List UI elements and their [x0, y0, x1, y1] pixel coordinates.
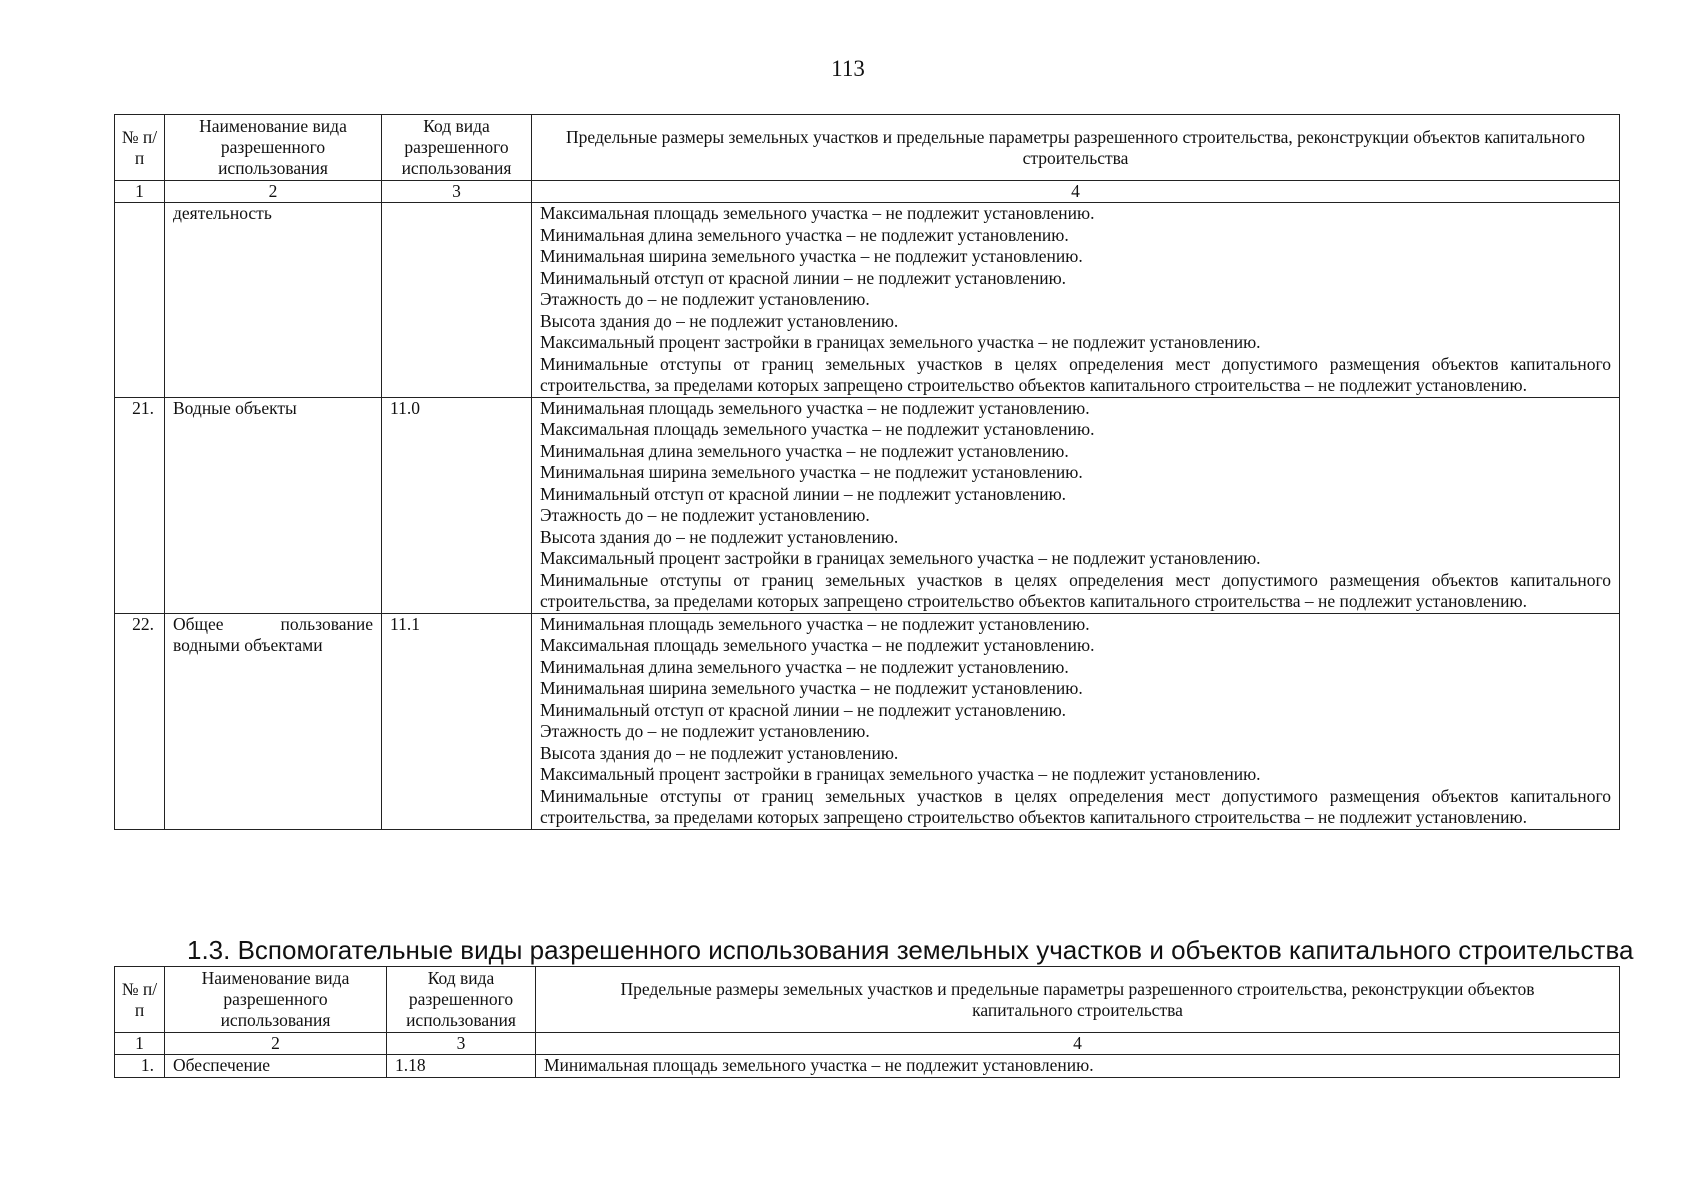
- column-number: 4: [536, 1033, 1620, 1055]
- parameter-line: Этажность до – не подлежит установлению.: [540, 721, 870, 741]
- parameter-line: Минимальная площадь земельного участка – не подлежит установлению.: [544, 1055, 1094, 1075]
- header-use-name: Наименование вида разрешенного использования: [165, 967, 387, 1033]
- parameter-line: Максимальная площадь земельного участка – не подлежит установлению.: [540, 635, 1095, 655]
- row-number: 22.: [115, 613, 165, 829]
- row-parameters: [536, 1055, 1620, 1078]
- parameter-line: Максимальный процент застройки в границах земельного участка – не подлежит установлению.: [540, 548, 1261, 568]
- section-heading: 1.3. Вспомогательные виды разрешенного использования земельных участков и объектов капитального строительства: [187, 935, 1634, 965]
- row-use-name: Водные объекты: [165, 397, 382, 613]
- parameter-line: Максимальный процент застройки в границах земельного участка – не подлежит установлению.: [540, 332, 1261, 352]
- parameter-line: Минимальный отступ от красной линии – не подлежит установлению.: [540, 483, 1067, 504]
- row-parameters: [532, 203, 1620, 398]
- column-number: 4: [532, 181, 1620, 203]
- table-row: [115, 397, 1620, 613]
- column-number: 1: [115, 1033, 165, 1055]
- table-header-row: [115, 115, 1620, 181]
- table-row: [115, 1055, 1620, 1078]
- row-use-code: [382, 203, 532, 398]
- column-number-row: [115, 1033, 1620, 1055]
- row-number: 1.: [115, 1055, 165, 1078]
- row-use-name: Обеспечение: [165, 1055, 387, 1078]
- parameter-line: Этажность до – не подлежит установлению.: [540, 289, 870, 309]
- header-use-code: Код вида разрешенного использования: [382, 115, 532, 181]
- parameter-line: Минимальные отступы от границ земельных участков в целях определения мест допустимого размещения объектов капитального строительства, за пределами которых запрещено строительство объектов капитального строительства – не подлежит установлению.: [540, 353, 1611, 395]
- parameter-line: Этажность до – не подлежит установлению.: [540, 505, 870, 525]
- row-number: [115, 203, 165, 398]
- column-number-row: [115, 181, 1620, 203]
- parameter-line: Высота здания до – не подлежит установлению.: [540, 526, 899, 547]
- parameter-line: Минимальная длина земельного участка – не подлежит установлению.: [540, 440, 1069, 461]
- row-parameters: [532, 613, 1620, 829]
- column-number: 3: [382, 181, 532, 203]
- parameter-line: Максимальная площадь земельного участка – не подлежит установлению.: [540, 203, 1095, 223]
- row-number: 21.: [115, 397, 165, 613]
- header-parameters: Предельные размеры земельных участков и предельные параметры разрешенного строительства, реконструкции объектов капитального строительства: [536, 967, 1620, 1033]
- column-number: 3: [387, 1033, 536, 1055]
- table-row: [115, 613, 1620, 829]
- header-number: № п/п: [115, 967, 165, 1033]
- header-use-code: Код вида разрешенного использования: [387, 967, 536, 1033]
- permitted-use-table: [114, 114, 1620, 830]
- header-parameters: Предельные размеры земельных участков и предельные параметры разрешенного строительства, реконструкции объектов капитального строительства: [532, 115, 1620, 181]
- table-header-row: [115, 967, 1620, 1033]
- row-use-code: 11.1: [382, 613, 532, 829]
- parameter-line: Минимальная ширина земельного участка – не подлежит установлению.: [540, 678, 1083, 698]
- parameter-line: Максимальный процент застройки в границах земельного участка – не подлежит установлению.: [540, 764, 1261, 784]
- column-number: 2: [165, 1033, 387, 1055]
- parameter-line: Максимальная площадь земельного участка – не подлежит установлению.: [540, 419, 1095, 439]
- parameter-line: Минимальная площадь земельного участка – не подлежит установлению.: [540, 613, 1090, 634]
- parameter-line: Минимальная длина земельного участка – не подлежит установлению.: [540, 224, 1069, 245]
- row-use-code: 11.0: [382, 397, 532, 613]
- header-number: № п/п: [115, 115, 165, 181]
- parameter-line: Минимальный отступ от красной линии – не подлежит установлению.: [540, 699, 1067, 720]
- parameter-line: Минимальные отступы от границ земельных участков в целях определения мест допустимого размещения объектов капитального строительства, за пределами которых запрещено строительство объектов капитального строительства – не подлежит установлению.: [540, 785, 1611, 827]
- page-number: 113: [831, 56, 865, 81]
- table-row: [115, 203, 1620, 398]
- auxiliary-use-table: [114, 966, 1620, 1078]
- row-use-name: Общее пользование водными объектами: [165, 613, 382, 829]
- parameter-line: Минимальные отступы от границ земельных участков в целях определения мест допустимого размещения объектов капитального строительства, за пределами которых запрещено строительство объектов капитального строительства – не подлежит установлению.: [540, 569, 1611, 611]
- parameter-line: Высота здания до – не подлежит установлению.: [540, 310, 899, 331]
- row-parameters: [532, 397, 1620, 613]
- parameter-line: Минимальная ширина земельного участка – не подлежит установлению.: [540, 462, 1083, 482]
- parameter-line: Минимальный отступ от красной линии – не подлежит установлению.: [540, 267, 1067, 288]
- parameter-line: Минимальная площадь земельного участка – не подлежит установлению.: [540, 397, 1090, 418]
- column-number: 1: [115, 181, 165, 203]
- column-number: 2: [165, 181, 382, 203]
- parameter-line: Высота здания до – не подлежит установлению.: [540, 742, 899, 763]
- parameter-line: Минимальная длина земельного участка – не подлежит установлению.: [540, 656, 1069, 677]
- header-use-name: Наименование вида разрешенного использования: [165, 115, 382, 181]
- row-use-code: 1.18: [387, 1055, 536, 1078]
- row-use-name: деятельность: [165, 203, 382, 398]
- parameter-line: Минимальная ширина земельного участка – не подлежит установлению.: [540, 246, 1083, 266]
